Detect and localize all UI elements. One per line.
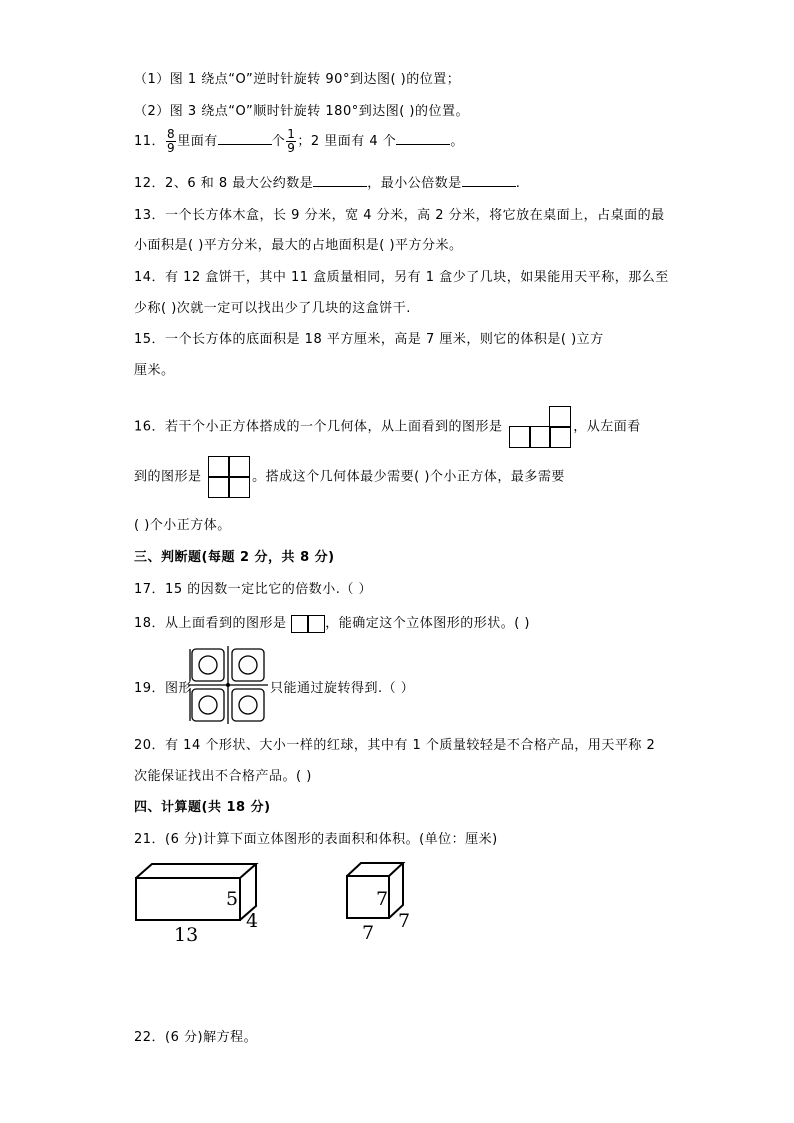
q14-line2: 少称( )次就一定可以找出少了几块的这盒饼干. [134, 301, 411, 316]
top-view-figure [509, 406, 571, 448]
q13-line2: 小面积是( )平方分米，最大的占地面积是( )平方分米。 [134, 238, 463, 253]
cube-width-label: 7 [398, 910, 411, 932]
question-12: 12．2、6 和 8 最大公约数是 ，最小公倍数是 . [134, 176, 521, 191]
rotation-figure [188, 646, 268, 724]
question-11: 11． $\frac{8}{9}$ 里面有 个 $\frac{1}{9}$ ；2 里面有 4 个 。 [134, 127, 464, 155]
cuboid-height-label: 5 [226, 888, 239, 910]
question-19: 19．图形 [134, 681, 193, 696]
cube-height-label: 7 [376, 888, 389, 910]
answer-blank [218, 132, 272, 145]
question-19-tail: 只能通过旋转得到.（ ） [270, 681, 415, 696]
answer-blank [313, 174, 367, 187]
fraction-1-9: $\frac{1}{9}$ [287, 127, 296, 155]
q20-line2: 次能保证找出不合格产品。( ) [134, 769, 312, 784]
question-17: 17．15 的因数一定比它的倍数小.（ ） [134, 582, 372, 597]
answer-blank [462, 174, 516, 187]
q16-line3: ( )个小正方体。 [134, 518, 231, 533]
two-square-figure [291, 615, 325, 633]
question-22: 22．(6 分)解方程。 [134, 1030, 258, 1045]
cuboid-length-label: 13 [174, 924, 199, 946]
question-18: 18．从上面看到的图形是 ，能确定这个立体图形的形状。( ) [134, 616, 530, 631]
q14-line1: 14．有 12 盒饼干，其中 11 盒质量相同，另有 1 盒少了几块，如果能用天平称，那么至 [134, 270, 669, 285]
q15-line2: 厘米。 [134, 363, 175, 378]
cuboid-width-label: 4 [246, 910, 259, 932]
q13-line1: 13．一个长方体木盒，长 9 分米，宽 4 分米，高 2 分米，将它放在桌面上，占桌面的最 [134, 208, 665, 223]
section-4-heading: 四、计算题(共 18 分) [134, 800, 271, 815]
q16-line2: 到的图形是 。搭成这个几何体最少需要( )个小正方体，最多需要 [134, 456, 565, 498]
q20-line1: 20．有 14 个形状、大小一样的红球，其中有 1 个质量较轻是不合格产品，用天平称 2 [134, 738, 656, 753]
q10-line1: （1）图 1 绕点“O”逆时针旋转 90°到达图( )的位置； [134, 72, 461, 87]
fraction-8-9: $\frac{8}{9}$ [167, 127, 176, 155]
q10-line2: （2）图 3 绕点“O”顺时针旋转 180°到达图( )的位置。 [134, 104, 470, 119]
section-3-heading: 三、判断题(每题 2 分，共 8 分) [134, 550, 335, 565]
q15-line1: 15．一个长方体的底面积是 18 平方厘米，高是 7 厘米，则它的体积是( )立方 [134, 332, 604, 347]
q16-line1: 16．若干个小正方体搭成的一个几何体，从上面看到的图形是 ，从左面看 [134, 406, 641, 448]
question-21: 21．(6 分)计算下面立体图形的表面积和体积。(单位：厘米) [134, 832, 498, 847]
left-view-figure [208, 456, 250, 498]
cube-length-label: 7 [362, 922, 375, 944]
answer-blank [396, 132, 450, 145]
